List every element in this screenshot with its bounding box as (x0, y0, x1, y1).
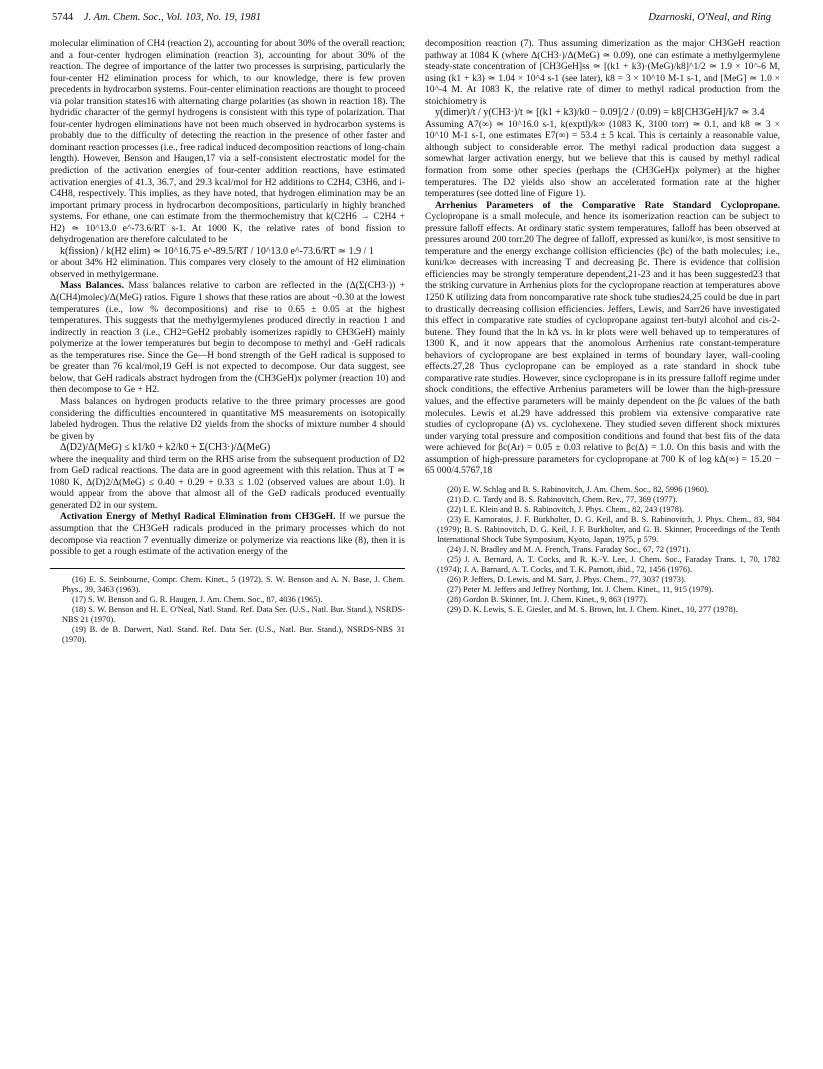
footnote: (18) S. W. Benson and H. E. O'Neal, Natl. Stand. Ref. Data Ser. (U.S., Natl. Bur. Stand.), NSRDS-NBS 21 (1970). (62, 604, 405, 624)
right-column (425, 38, 780, 615)
equation-fission-ratio: k(fission) / k(H2 elim) ≃ 10^16.75 e^-89.5/RT / 10^13.0 e^-73.6/RT ≃ 1.9 / 1 (60, 245, 374, 257)
reference: (23) E. Kamoratos, J. F. Burkholter, D. G. Keil, and B. S. Rabinovitch, J. Phys. Chem., 83, 984 (1979); B. S. Rabinovitch, D. G. Keil, J. F. Burkholter, and G. B. Skinner, Proceedings of the Tenth International Shock Tube Symposium, Kyoto, Japan, 1975, p 579. (437, 514, 780, 544)
paragraph: Assuming A7(∞) ≃ 10^16.0 s-1, k(exptl)/k∞ (1083 K, 3100 torr) ≃ 0.1, and k8 ≃ 3 × 10^10 M-1 s-1, one estimates E7(∞) = 53.4 ± 5 kcal. This is certainly a reasonable value, although subject to considerable error. The methyl radical production data suggest a somewhat larger activation energy, but we believe that this is caused by methyl radical formation from some other species (perhaps the (CH3GeH)x polymer) at the higher temperatures. The D2 yields also show an accelerated formation rate at the higher temperatures (see dotted line of Figure 1). (425, 118, 780, 200)
paragraph-text: Mass balances relative to carbon are reflected in the (Δ(Σ(CH3·)) + Δ(CH4)molec)/Δ(MeG) ratios. Figure 1 shows that these ratios are about ~0.30 at the lowest temperatures (i.e., low % decompositions) and rise to 0.65 ± 0.05 at the highest temperatures. This suggests that the methylgermylenes produced directly in reaction 1 and indirectly in reaction 3 (i.e., CH2=GeH2 probably isomerizes rapidly to CH3GeH) mainly polymerize at the lower temperatures but begin to decompose to methyl and ·GeH radicals as the temperatures rise. Since the Ge—H bond strength of the GeH radical is supposed to be greater than 76 kcal/mol,19 GeH is not expected to decompose. Our data suggest, see below, that GeH radicals abstract hydrogen from the (CH3GeH)x polymer (reaction 10) and then decompose to Ge + H2. (50, 280, 406, 396)
paragraph-text: Cyclopropane is a small molecule, and hence its isomerization reaction can be subject to pressure falloff effects. At ordinary static system temperatures, falloff has been observed at pressures around 200 torr.20 The degree of falloff, expressed as kuni/k∞, is most sensitive to temperature and the energy exchange collision efficiencies (βc) of the bath molecules; i.e., kuni/k∞ decreases with increasing T and decreasing βc. There is evidence that collision efficiencies may be strongly temperature dependent,21-23 and it has been suggested23 that the striking curvature in Arrhenius plots for the cyclopropane reaction at temperatures above 1250 K utilizing data from noncomparative rate shock tube studies24,25 could be due in part to drastically decreasing collision efficiencies. Jeffers, Lewis, and Sarr26 have investigated this effect in comparative rate studies of cyclopropane against tert-butyl alcohol and cis-2-butene. They found that the ln kΔ vs. ln kr plots were well behaved up to temperatures of 1300 K, and it now appears that the anomolous Arrhenius rate constant-temperature behaviors of cyclopropane are best explained in terms of boundary layer, wall-cooling effects.27,28 Thus cyclopropane can be employed as a rate standard in shock tube comparative rate studies. However, since cyclopropane is in its pressure falloff regime under shock conditions, the effective Arrhenius parameters will be lower than the high-pressure values, and the effective parameters will be mainly dependent on the βc values of the bath molecules. Lewis et al.29 have addressed this problem via extensive comparative rate studies of cyclopropane (Δ) vs. cyclohexene. They studied seven different shock mixtures under varying total pressure and composition conditions and found that best fits of the data were achieved for βc(Ar) = 0.05 ± 0.03 relative to βc(Δ) = 1.0. On this basis and with the assumption of high-pressure parameters for cyclopropane at 700 K of log kΔ(∞) = 15.20 − 65 000/4.5767,18 (425, 211, 780, 477)
section-heading: Mass Balances. (60, 280, 124, 292)
paragraph: decomposition reaction (7). Thus assuming dimerization as the major CH3GeH reaction pathway at 1084 K (where Δ(CH3·)/Δ(MeG) ≃ 0.09), one can estimate a methylgermylene steady-state concentration of [CH3GeH]ss ≃ [(k1 + k3)·(MeG)/k8]^1/2 ≃ 1.9 × 10^-6 M, using (k1 + k3) ≃ 1.04 × 10^4 s-1 (see later), k8 = 3 × 10^10 M-1 s-1, and [MeG] ≃ 1.0 × 10^-4 M. At 1083 K, the relative rate of dimer to methyl radical production from the stoichiometry is (425, 38, 780, 107)
header-left (52, 12, 261, 23)
footnote: (17) S. W. Benson and G. R. Haugen, J. Am. Chem. Soc., 87, 4036 (1965). (72, 594, 323, 604)
reference: (29) D. K. Lewis, S. E. Giesler, and M. S. Brown, Int. J. Chem. Kinet., 10, 277 (1978). (447, 604, 738, 614)
reference: (22) I. E. Klein and B. S. Rabinovitch, J. Phys. Chem., 82, 243 (1978). (447, 504, 684, 514)
section-paragraph (50, 280, 405, 395)
paragraph: where the inequality and third term on the RHS arise from the subsequent production of D2 from GeD radical reactions. The data are in good agreement with this relation. Thus at T ≃ 1080 K, Δ(D)2/Δ(MeG) ≤ 0.40 + 0.29 + 0.33 ≤ 1.02 (observed values are about 1.0). It would appear from the above that almost all of the GeD radicals produced eventually generated D2 in our system. (50, 453, 405, 511)
footnote-rule (50, 568, 405, 569)
reference: (20) E. W. Schlag and B. S. Rabinovitch, J. Am. Chem. Soc., 82, 5996 (1960). (447, 484, 709, 494)
journal-citation: J. Am. Chem. Soc., Vol. 103, No. 19, 1981 (83, 12, 262, 23)
paragraph-text: If we pursue the assumption that the CH3GeH radicals produced in the primary processes which do not decompose via reaction 7 eventually dimerize or polymerize via reactions like (8), then it is possible to get a rough estimate of the activation energy of the (50, 511, 405, 558)
reference: (24) J. N. Bradley and M. A. French, Trans. Faraday Soc., 67, 72 (1971). (447, 544, 691, 554)
footnote: (16) E. S. Seinbourne, Compr. Chem. Kinet., 5 (1972). S. W. Benson and A. N. Base, J. Chem. Phys., 39, 3463 (1963). (62, 574, 405, 594)
reference: (26) P. Jeffers, D. Lewis, and M. Sarr, J. Phys. Chem., 77, 3037 (1973). (447, 574, 686, 584)
section-heading: Arrhenius Parameters of the Comparative Rate Standard Cyclopropane. (435, 199, 780, 211)
section-heading: Activation Energy of Methyl Radical Elimination from CH3GeH. (60, 511, 336, 523)
equation-d2-yield: Δ(D2)/Δ(MeG) ≤ k1/k0 + k2/k0 + Σ(CH3·)/Δ(MeG) (60, 442, 271, 454)
left-column (50, 38, 405, 645)
section-paragraph (425, 200, 780, 477)
paragraph: Mass balances on hydrogen products relative to the three primary processes are good considering the difficulties encountered in quantitative MS measurements on isotopically labeled hydrogen. Thus the relative D2 yields from the shocks of mixture number 4 should be given by (50, 395, 405, 442)
page-number: 5744 (52, 12, 74, 23)
reference-list (425, 485, 780, 615)
paragraph: or about 34% H2 elimination. This compares very closely to the amount of H2 elimination observed in methylgermane. (50, 257, 405, 280)
author-running-head: Dzarnoski, O'Neal, and Ring (648, 12, 771, 23)
section-paragraph (50, 511, 405, 557)
equation-dimer-rate: y(dimer)/t / y(CH3·)/t ≃ [(k1 + k3)/k0 − 0.09]/2 / (0.09) = k8[CH3GeH]/k7 ≃ 3.4 (435, 107, 765, 119)
reference: (21) D. C. Tardy and B. S. Rabinovitch, Chem. Rev., 77, 369 (1977). (447, 494, 678, 504)
reference: (28) Gordon B. Skinner, Int. J. Chem. Kinet., 9, 863 (1977). (447, 594, 648, 604)
reference: (25) J. A. Bernard, A. T. Cocks, and R. K.-Y. Lee, J. Chem. Soc., Faraday Trans. 1, 70, 1782 (1974); J. A. Barnard, A. T. Cocks, and T. K. Parnott, ibid., 72, 1456 (1976). (437, 554, 780, 574)
reference: (27) Peter M. Jeffers and Jeffrey Northing, Int. J. Chem. Kinet., 11, 915 (1979). (447, 584, 714, 594)
paragraph: molecular elimination of CH4 (reaction 2), accounting for about 30% of the overall reaction; and a four-center hydrogen elimination (reaction 3), accounting for about 30% of the reaction. The degree of importance of the latter two processes is surprising, particularly the four-center H2 elimination process for which, to our knowledge, there is few proven precedents in hydrocarbon systems. Four-center elimination reactions are thought to proceed via polar transition states16 with alternating charge polarities (as shown in reaction 18). The hydridic character of the germyl hydrogens is consistent with this type of polarization. That four-center hydrogen eliminations have not been much observed in hydrocarbon systems is probably due to the difficulty of detecting the reaction in the presence of other faster and dominant reaction processes (i.e., free radical induced decomposition reactions of long-chain length). However, Benson and Haugen,17 via a self-consistent electrostatic model for the prediction of the activation energies of four-center addition reactions, have estimated activation energies of 41.3, 36.7, and 29.3 kcal/mol for H2 additions to C2H4, C3H6, and i-C4H8, respectively. This implies, as they have noted, that hydrogen elimination may be an important primary process in hydrocarbon decompositions, particularly in highly branched systems. For ethane, one can estimate from the thermochemistry that k(C2H6 → C2H4 + H2) ≃ 10^13.0 e^-73.6/RT s-1. At 1000 K, the relative rates of bond fission to dehydrogenation are therefore calculated to be (50, 38, 405, 246)
page-header (52, 12, 771, 28)
footnote: (19) B. de B. Darwert, Natl. Stand. Ref. Data Ser. (U.S., Natl. Bur. Stand.), NSRDS-NBS 31 (1970). (62, 624, 405, 644)
